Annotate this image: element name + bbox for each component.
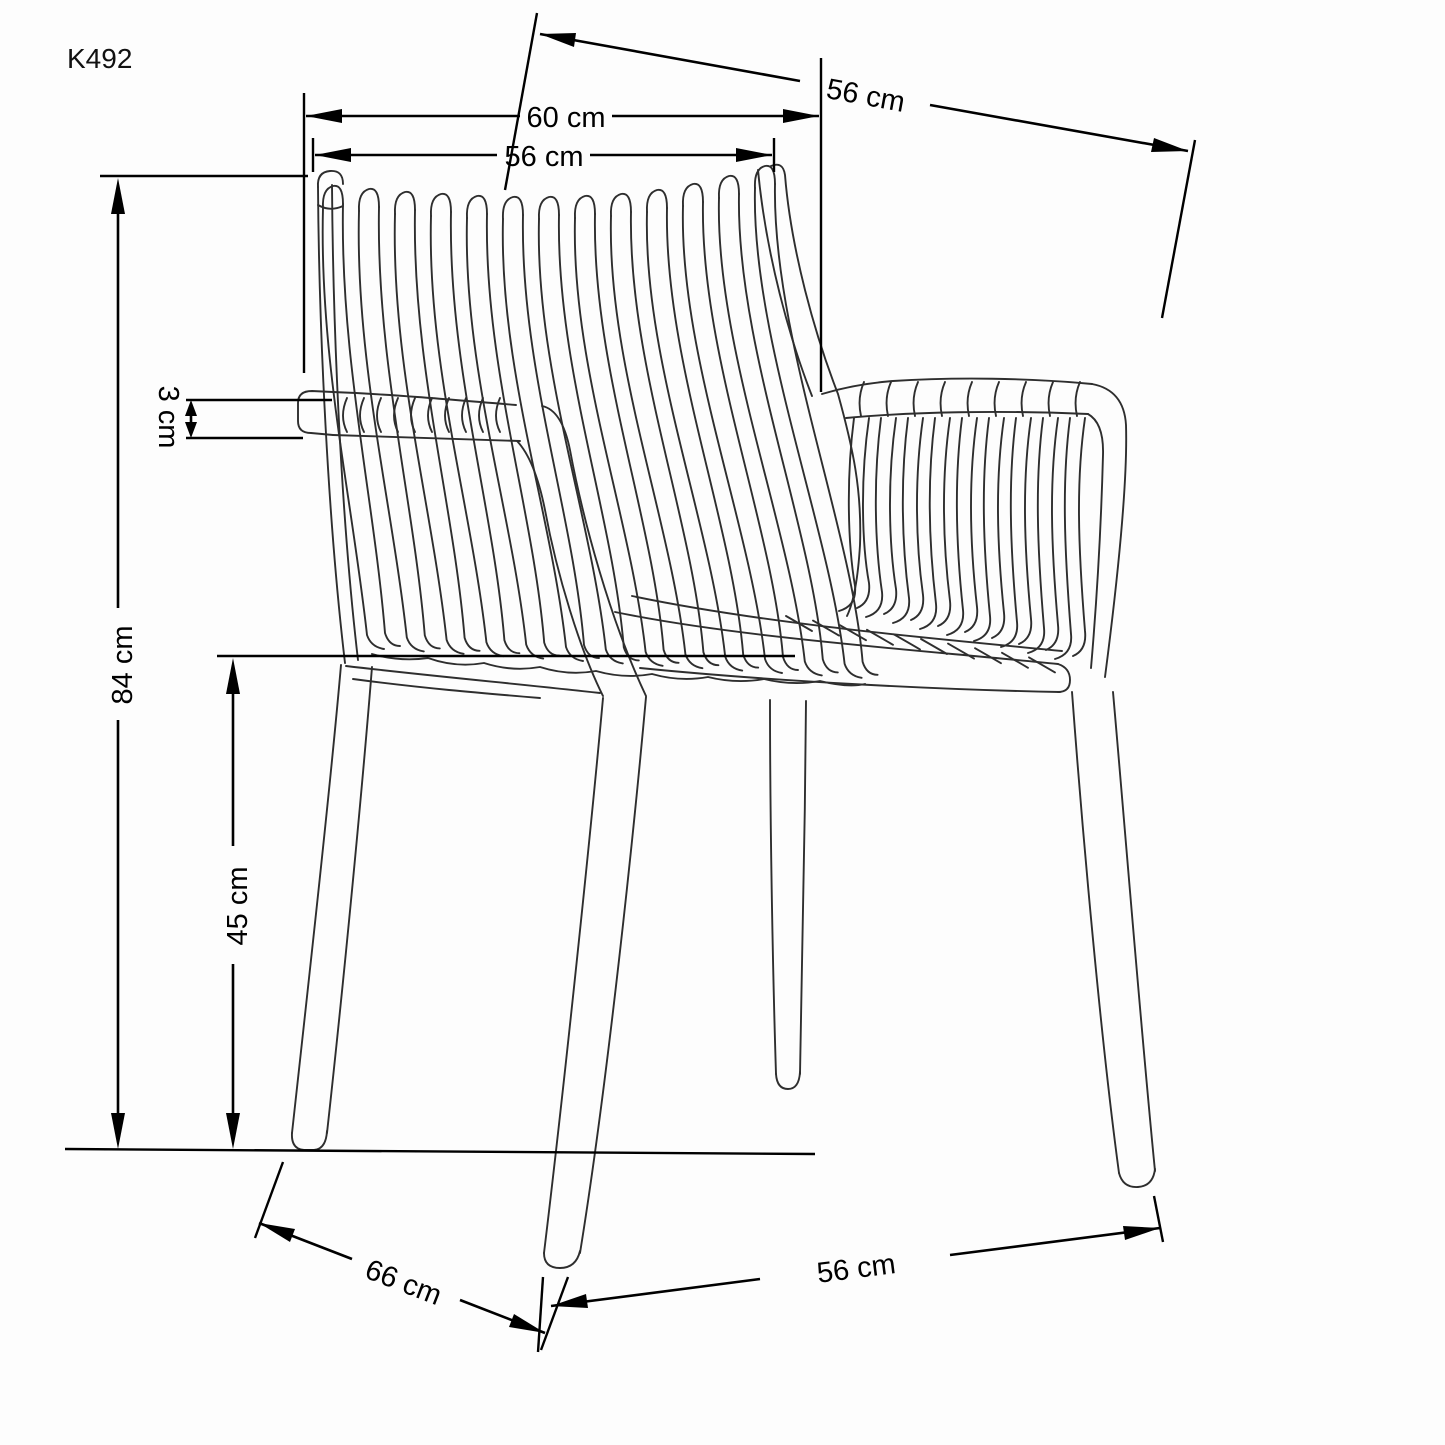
chair-slat-line: [559, 215, 639, 660]
chair-slat-line: [775, 184, 878, 675]
rear-left-leg: [292, 665, 341, 1133]
chair-slat-line: [575, 196, 595, 218]
chair-slat-line: [683, 184, 703, 206]
arrowhead-left-icon: [551, 1294, 588, 1308]
top-depth-extension-right: [1162, 140, 1195, 318]
dimension-top-width: [306, 102, 819, 134]
seat-height-label: 45 cm: [222, 866, 254, 946]
chair-slat-line: [914, 382, 918, 416]
chair-slat-line: [840, 625, 866, 640]
chair-slat-line: [719, 176, 739, 198]
chair-slat-line: [719, 198, 822, 675]
chair-slat-line: [1029, 657, 1055, 672]
front-left-leg-foot: [544, 1251, 580, 1268]
arrowhead-upleft-icon: [540, 33, 576, 47]
chair-slat-line: [860, 382, 864, 416]
arrowhead-right-icon: [1123, 1226, 1160, 1240]
dimension-seat-height: [222, 658, 254, 1149]
base-depth-label: 66 cm: [360, 1253, 446, 1313]
arrowhead-right-icon: [736, 148, 772, 162]
chair-slat-line: [539, 197, 559, 219]
top-depth-label: 56 cm: [823, 73, 908, 119]
chair-slat-line: [965, 418, 977, 632]
chair-slat-line: [503, 197, 523, 219]
arrowhead-down-icon: [226, 1113, 240, 1149]
dimension-total-height: [107, 178, 139, 1149]
front-right-leg-inner: [1113, 692, 1155, 1171]
chair-slat-line: [755, 188, 862, 678]
arrowhead-downright-icon: [1151, 138, 1188, 152]
chair-slat-line: [938, 418, 950, 626]
arrowhead-upleft-icon: [259, 1223, 295, 1242]
seat-sweep-2: [632, 596, 1062, 651]
chair-slat-line: [431, 194, 451, 216]
chair-slat-line: [411, 398, 415, 432]
rear-left-leg-foot: [292, 1131, 327, 1150]
chair-slat-line: [359, 189, 379, 211]
left-armrest-support-outer: [542, 406, 646, 696]
backrest-left-notch: [318, 205, 343, 209]
total-height-label: 84 cm: [107, 625, 139, 705]
front-left-leg: [544, 698, 603, 1253]
chair-slat-line: [857, 418, 869, 608]
right-armrest-front-cap-inner: [1088, 414, 1103, 668]
left-armrest-front-cap: [298, 391, 333, 435]
chair-slat-line: [539, 219, 623, 663]
backrest-left-frame: [318, 187, 345, 663]
front-right-leg: [1072, 692, 1119, 1173]
chair-slat-line: [995, 382, 999, 416]
chair-slat-line: [1046, 418, 1058, 650]
dimension-base-width: [551, 1226, 1160, 1308]
arrowhead-left-icon: [306, 109, 342, 123]
backrest-width-label: 56 cm: [504, 141, 584, 173]
chair-slat-line: [611, 194, 631, 216]
rear-right-leg-foot: [776, 1072, 800, 1089]
seat-apron-top: [346, 666, 600, 693]
front-right-leg-foot: [1119, 1169, 1155, 1187]
chair-slat-line: [887, 382, 891, 416]
chair-slat-line: [323, 208, 384, 649]
chair-slat-line: [948, 644, 974, 659]
dimension-top-depth: [540, 33, 1188, 152]
top-width-label: 60 cm: [526, 102, 606, 134]
chair-slat-line: [343, 398, 347, 432]
chair-slat-line: [968, 382, 972, 416]
rear-right-leg-inner: [800, 701, 806, 1074]
arrowhead-up-icon: [226, 658, 240, 694]
arrowhead-right-icon: [783, 109, 819, 123]
arrowhead-left-icon: [315, 148, 351, 162]
right-armrest-front-cap-outer: [1092, 384, 1126, 677]
arrowhead-down-icon: [185, 422, 197, 438]
chair-slat-line: [992, 418, 1004, 638]
arrowhead-up-icon: [111, 178, 125, 214]
arrowhead-down-icon: [111, 1113, 125, 1149]
base-depth-tick-right: [541, 1277, 568, 1350]
left-armrest-top-edge: [333, 392, 516, 405]
chair-slat-line: [1049, 382, 1053, 416]
chair-slat-line: [839, 418, 855, 611]
seat-apron-bottom: [353, 679, 540, 698]
chair-slat-line: [467, 196, 487, 218]
chair-slat-line: [884, 418, 896, 614]
base-width-tick-left: [538, 1277, 543, 1352]
chair-slat-line: [360, 398, 364, 432]
dimension-base-depth: [259, 1223, 545, 1333]
chair-slat-line: [1022, 382, 1026, 416]
backrest-left-cap: [318, 171, 343, 187]
chair-slats: [323, 166, 1086, 678]
arrowhead-up-icon: [185, 400, 197, 416]
chair-slat-line: [941, 382, 945, 416]
chair-slat-line: [631, 212, 719, 665]
seat-front-right-corner: [1058, 664, 1070, 692]
dimension-backrest-width: [315, 141, 772, 173]
chair-slat-line: [377, 398, 381, 432]
ground-line: [65, 1149, 815, 1154]
chair-slat-line: [1019, 418, 1031, 644]
chair-slat-line: [911, 418, 923, 620]
rear-right-leg: [770, 700, 776, 1074]
armrest-thickness-label: 3 cm: [152, 385, 184, 449]
chair-slat-line: [395, 192, 415, 214]
chair-slat-line: [462, 398, 466, 432]
left-armrest-support-inner: [517, 441, 603, 696]
chair-slat-line: [343, 204, 400, 646]
base-width-tick-right: [1154, 1196, 1163, 1242]
chair-slat-line: [1076, 382, 1080, 416]
chair-slat-line: [431, 216, 504, 656]
front-left-leg-inner: [580, 697, 646, 1253]
backrest-left-frame-inner: [332, 185, 358, 660]
chair-slat-line: [1073, 418, 1085, 656]
model-code-label: K492: [67, 43, 133, 74]
dimension-annotations: [65, 13, 1195, 1352]
right-armrest-bottom-edge: [846, 412, 1088, 418]
chair-slat-line: [647, 190, 667, 212]
base-width-label: 56 cm: [815, 1248, 898, 1290]
